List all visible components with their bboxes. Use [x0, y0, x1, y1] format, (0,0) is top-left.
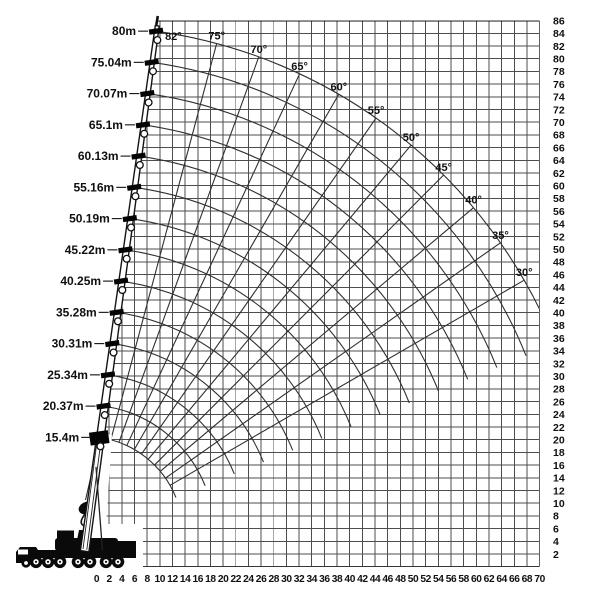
wheel-hub-front [24, 561, 28, 565]
wheel-axle [89, 561, 91, 563]
angle-label: 60° [330, 81, 348, 94]
boom-length-label: 45.22m [64, 242, 106, 257]
y-tick-label: 24 [553, 409, 565, 422]
sheave-circle [105, 380, 113, 388]
y-tick-label: 20 [553, 434, 565, 447]
angle-label: 50° [402, 132, 420, 145]
x-tick-label: 34 [306, 574, 317, 585]
x-tick-label: 38 [331, 574, 343, 585]
sheave-circle [114, 317, 122, 325]
boom-length-label: 75.04m [91, 55, 132, 70]
angle-label: 40° [465, 194, 482, 207]
boom-length-label: 25.34m [47, 367, 88, 382]
y-tick-label: 74 [553, 91, 565, 104]
x-tick-label: 8 [144, 574, 150, 585]
x-tick-label: 4 [119, 574, 125, 585]
y-tick-label: 46 [553, 269, 565, 282]
x-tick-label: 58 [458, 574, 469, 585]
y-tick-label: 54 [553, 218, 565, 231]
y-tick-label: 72 [553, 104, 565, 117]
y-tick-label: 22 [553, 421, 565, 434]
wheel-axle [47, 561, 49, 563]
angle-label: 82° [165, 31, 182, 44]
sheave-circle [110, 349, 118, 357]
x-tick-label: 40 [344, 574, 355, 585]
sheave-circle [101, 411, 109, 419]
y-tick-label: 10 [553, 498, 565, 510]
y-tick-label: 36 [553, 332, 565, 345]
y-tick-label: 34 [553, 345, 565, 358]
x-tick-label: 30 [281, 574, 292, 585]
x-tick-label: 18 [205, 574, 216, 585]
x-tick-label: 12 [167, 574, 178, 585]
boom-length-label: 50.19m [69, 211, 110, 226]
x-tick-label: 36 [319, 574, 330, 585]
angle-label: 45° [435, 161, 452, 174]
wheel-axle [59, 561, 61, 563]
x-tick-label: 60 [471, 574, 482, 585]
x-tick-label: 56 [445, 574, 457, 585]
angle-label: 70° [250, 43, 268, 56]
boom-length-label: 60.13m [77, 149, 119, 164]
x-tick-label: 46 [382, 574, 393, 585]
y-tick-label: 6 [553, 523, 559, 536]
angle-label: 55° [367, 105, 385, 118]
wheel-axle [105, 561, 107, 563]
y-tick-label: 2 [553, 548, 559, 561]
y-tick-label: 26 [553, 396, 565, 409]
boom-length-label: 35.28m [55, 305, 97, 320]
x-tick-label: 22 [230, 574, 242, 585]
x-tick-label: 2 [106, 574, 112, 585]
angle-label: 65° [291, 60, 308, 73]
y-tick-label: 64 [553, 155, 565, 168]
y-tick-label: 32 [553, 358, 565, 371]
y-tick-label: 80 [553, 53, 565, 66]
x-tick-label: 14 [179, 574, 191, 585]
x-tick-label: 28 [268, 574, 280, 585]
y-tick-label: 12 [553, 485, 565, 498]
y-tick-label: 40 [553, 307, 565, 320]
y-tick-label: 70 [553, 117, 565, 129]
angle-label: 30° [515, 267, 533, 280]
sheave-circle [123, 255, 131, 263]
y-tick-label: 14 [553, 472, 565, 485]
x-tick-label: 54 [433, 574, 444, 585]
boom-length-label: 65.1m [88, 117, 123, 132]
x-tick-label: 44 [369, 574, 381, 585]
y-tick-label: 28 [553, 383, 565, 396]
y-tick-label: 48 [553, 256, 565, 269]
sheave-circle [136, 161, 144, 169]
y-tick-label: 50 [553, 244, 565, 256]
sheave-circle [145, 99, 153, 107]
boom-length-label: 20.37m [42, 399, 84, 414]
sheave-circle [149, 67, 157, 75]
wheel-axle [77, 561, 79, 563]
sheave-circle [118, 286, 126, 294]
x-tick-label: 68 [521, 574, 533, 585]
x-axis-labels [94, 574, 546, 585]
x-tick-label: 48 [395, 574, 406, 585]
x-tick-label: 70 [534, 574, 545, 585]
sheave-circle [132, 192, 140, 200]
y-tick-label: 86 [553, 15, 565, 28]
y-tick-label: 62 [553, 167, 565, 180]
y-tick-label: 30 [553, 371, 565, 383]
y-axis-labels [553, 15, 565, 560]
angle-label: 35° [492, 229, 509, 242]
boom-length-label: 55.16m [73, 180, 115, 195]
boom-length-label: 30.31m [51, 336, 93, 351]
boom-head-tip [156, 16, 158, 25]
y-tick-label: 78 [553, 66, 565, 79]
x-tick-label: 0 [93, 574, 100, 585]
y-tick-label: 16 [553, 459, 565, 472]
y-tick-label: 82 [553, 40, 565, 53]
y-tick-label: 68 [553, 129, 565, 142]
x-tick-label: 20 [217, 574, 229, 585]
y-tick-label: 58 [553, 193, 565, 206]
y-tick-label: 76 [553, 78, 565, 91]
y-tick-label: 52 [553, 231, 565, 244]
y-tick-label: 66 [553, 142, 565, 155]
sheave-circle [153, 36, 161, 44]
cab-window [18, 550, 28, 555]
y-tick-label: 42 [553, 294, 565, 307]
x-tick-label: 42 [357, 574, 368, 585]
sheave-circle [97, 442, 105, 450]
wheel-axle [117, 561, 119, 563]
x-tick-label: 26 [255, 574, 267, 585]
winch-housing [57, 531, 74, 541]
boom-length-label: 70.07m [86, 86, 128, 101]
y-tick-label: 38 [553, 320, 565, 333]
x-tick-label: 24 [243, 574, 254, 585]
x-tick-label: 10 [154, 574, 166, 585]
counterweight [116, 541, 136, 552]
y-tick-label: 8 [553, 510, 559, 523]
y-tick-label: 60 [553, 180, 565, 193]
sheave-circle [140, 130, 148, 138]
wheel-axle [35, 561, 37, 563]
x-tick-label: 16 [192, 574, 204, 585]
boom-length-label: 80m [112, 24, 137, 39]
x-tick-label: 64 [496, 574, 507, 585]
x-tick-label: 52 [420, 574, 431, 585]
x-tick-label: 66 [509, 574, 520, 585]
x-tick-label: 6 [131, 574, 138, 585]
boom-length-label: 15.4m [45, 430, 80, 445]
y-tick-label: 18 [553, 447, 565, 460]
boom-length-label: 40.25m [60, 274, 102, 289]
x-tick-label: 62 [483, 574, 495, 585]
angle-label: 75° [208, 30, 225, 43]
x-tick-label: 50 [407, 574, 419, 585]
y-tick-label: 44 [553, 282, 565, 295]
y-tick-label: 4 [553, 536, 559, 549]
sheave-circle [127, 224, 135, 232]
y-tick-label: 84 [553, 28, 565, 41]
y-tick-label: 56 [553, 205, 565, 218]
x-tick-label: 32 [293, 574, 305, 585]
